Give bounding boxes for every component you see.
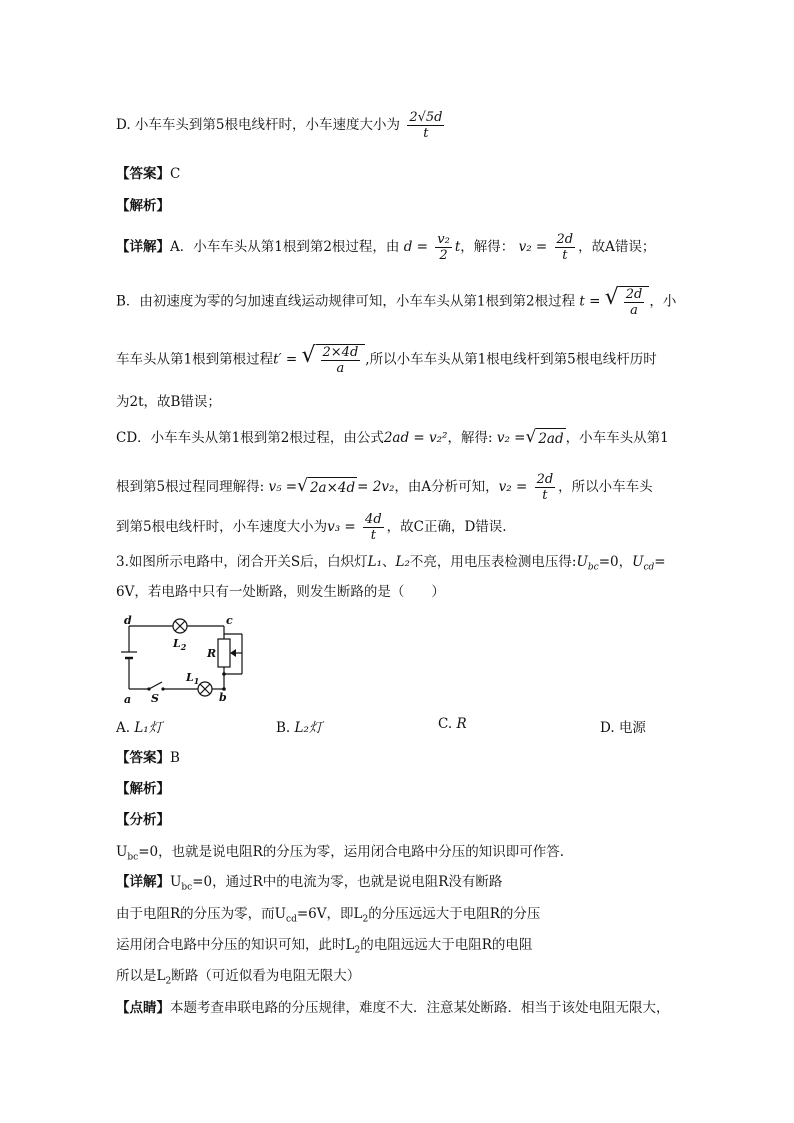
answer-2 [116,748,180,768]
detail-b-frac2-den: a [336,361,345,376]
detail-cd-text2b: ，由A分析可知， [394,479,499,495]
detail-3-line2 [116,904,540,930]
d3-l2-c: 的分压远远大于电阻R的分压 [368,906,541,922]
detail-cd-eq2c: v₂ = [498,479,528,495]
detail-a-frac-num: v₂ [437,232,450,247]
speed-fraction [407,110,444,141]
dianjing-line [116,998,670,1018]
q3-ucd: U [632,554,644,570]
detail-a-text1: A．小车车头从第1根到第2根过程，由 [170,239,400,255]
q3-text1c: =0， [598,554,633,570]
option-b-text: L₂灯 [294,720,323,736]
d3-l3-a: 运用闭合电路中分压的知识可知，此时L [116,937,355,953]
detail-b-eq1: t = [579,293,601,310]
detail-b-line1 [116,286,676,318]
option-a-text: L₁灯 [134,720,163,736]
q3-ubc-sub: bc [587,562,599,573]
circuit-label-s: S [151,692,159,704]
detail-a-text2: ，解得： [460,239,515,255]
q3-l1: L₁ [367,554,383,570]
question-3-line2: 6V，若电路中只有一处断路，则发生断路的是（ ） [116,584,445,600]
speed-fraction-den: t [423,126,429,141]
detail-a-frac2 [555,232,576,263]
detail-b-tail1: ，小 [649,293,677,310]
d3-l4-a: 所以是L [116,968,166,984]
answer-2-value: B [170,750,180,766]
detail-cd-text3b: ，故C正确，D错误. [386,519,507,535]
detail-cd-text1b: ，解得: [447,430,493,446]
detail-b-frac1 [624,287,645,318]
detail-3-body: =0，通过R中的电流为零，也就是说电阻R没有断路 [192,874,503,890]
fenxi-body: =0，也就是说电阻R的分压为零，运用闭合电路中分压的知识即可作答. [138,844,565,860]
fenxi-text [116,842,564,868]
detail-a-frac2-num: 2d [556,232,574,247]
circuit-label-r: R [207,647,217,660]
slider-arrow-icon [230,649,236,657]
detail-cd-eq2a: v₅ = [268,479,298,495]
d3-l4-sub: 2 [165,976,172,987]
d3-l4-b: 断路（可近似看为电阻无限大） [171,968,361,984]
detail-a-eq: d = [403,239,428,255]
detail-a-frac2-den: t [562,248,568,263]
detail-b-text2a: 车车头从第1根到第根过程 [116,351,274,368]
detail-3-u: U [170,874,182,890]
detail-cd-text3a: 到第5根电线杆时，小车速度大小为 [116,519,328,535]
detail-3-line3 [116,935,532,961]
option-d-text: 电源 [618,720,646,736]
detail-cd-eq1: 2ad = v₂² [383,430,448,446]
option-c-letter: C. [438,716,453,732]
q3-text1a: 3.如图所示电路中，闭合开关S后，白炽灯 [116,554,368,570]
detail-3-line1 [116,872,502,898]
detail-cd-line2 [116,472,653,503]
speed-fraction-num: 2√5d [409,110,443,125]
circuit-label-l1: $L_1$ [186,671,200,686]
detail-cd-eq1b: v₂ = [496,430,526,446]
option-c-text: R [456,716,467,732]
detail-b-line2 [116,344,657,376]
detail-b-sqrt2: √ $\frac{2\times 4d}{a}$ [301,344,365,376]
detail-cd-sqrt2-body: 2a×4d [308,477,357,498]
detail-3-line4 [116,966,360,992]
detail-a-eq-tail: t [454,239,461,255]
detail-a-frac [435,232,452,263]
d3-l2-sub: cd [286,914,297,925]
option-b [276,716,322,736]
q3-l2: L₂ [395,554,410,570]
circuit-diagram [116,614,256,704]
detail-label: 【详解】 [116,239,170,255]
circuit-label-b: b [219,691,227,704]
dianjing-text: 本题考查串联电路的分压规律，难度不大．注意某处断路．相当于该处电阻无限大， [170,1000,670,1016]
detail-b-frac1-den: a [630,303,638,318]
d3-l2-sub2: 2 [362,914,369,925]
analysis-heading-2: 【解析】 [116,781,170,797]
answer-label: 【答案】 [116,166,170,182]
option-d-text: D. 小车车头到第5根电线杆时，小车速度大小为 [116,117,401,133]
detail-cd-frac3-den: t [370,528,376,543]
detail-cd-frac2-den: t [542,488,548,503]
question-3-line1 [116,552,666,578]
detail-cd-frac3-num: 4d [365,512,382,527]
dianjing-label: 【点睛】 [116,1000,170,1016]
detail-a-line [116,232,655,263]
detail-cd-line3 [116,512,507,543]
option-d-line [116,110,447,141]
q3-text1b: 不亮，用电压表检测电压得: [409,554,577,570]
q3-text1d: = [654,554,666,570]
detail-cd-text1c: ，小车车头从第1 [565,430,669,446]
detail-b-eq2: t′ = [273,351,298,368]
detail-b-frac2 [321,345,361,376]
fenxi-u-sub: bc [127,852,139,863]
answer-2-label: 【答案】 [116,750,170,766]
d3-l2-b: =6V，即L [296,906,363,922]
detail-3-label: 【详解】 [116,874,170,890]
analysis-heading-1: 【解析】 [116,198,170,214]
detail-cd-eq3: v₃ = [327,519,356,535]
detail-cd-sqrt1: √ 2ad [525,427,564,447]
detail-b-text1: B．由初速度为零的匀加速直线运动规律可知，小车车头从第1根到第2根过程 [116,293,576,310]
circuit-label-c: c [226,614,233,627]
fenxi-u: U [116,844,128,860]
detail-cd-sqrt1-body: 2ad [536,428,565,449]
detail-3-u-sub: bc [181,882,193,893]
circuit-label-d: d [124,614,132,627]
option-a [116,716,162,736]
detail-cd-text2a: 根到第5根过程同理解得: [116,479,265,495]
detail-b-text2b: ,所以小车车头从第1根电线杆到第5根电线杆历时 [365,351,657,368]
detail-a-text3: ，故A错误； [578,239,656,255]
detail-cd-text1a: CD．小车车头从第1根到第2根过程，由公式 [116,430,384,446]
detail-cd-sqrt2: √ 2a×4d [297,476,356,496]
circuit-label-l2: $L_2$ [173,637,187,652]
q3-ucd-sub: cd [643,562,655,573]
q3-ubc: U [576,554,588,570]
option-d-letter: D. [600,720,615,736]
option-d [600,716,646,736]
detail-cd-line1 [116,428,669,449]
detail-b-line3: 为2t，故B错误； [116,394,221,410]
detail-b-sqrt1: √ $\frac{2d}{a}$ [605,286,650,318]
detail-a-eq2: v₂ = [518,239,548,255]
d3-l3-sub: 2 [354,945,361,956]
q3-sep: 、 [382,554,396,570]
detail-b-frac1-num: 2d [625,287,643,302]
option-b-letter: B. [276,720,291,736]
detail-cd-text2c: ，所以小车车头 [558,479,653,495]
switch-s-icon [149,682,162,689]
detail-cd-eq2b: = 2v₂ [357,479,395,495]
resistor-icon [218,639,230,667]
detail-cd-frac3 [363,512,384,543]
detail-cd-frac2 [535,472,556,503]
detail-b-frac2-num: 2×4d [322,345,359,360]
answer-1 [116,164,180,184]
d3-l3-b: 的电阻远远大于电阻R的电阻 [360,937,533,953]
option-c [438,716,467,732]
option-a-letter: A. [116,720,131,736]
detail-a-frac-den: 2 [439,248,448,263]
fenxi-heading: 【分析】 [116,812,170,828]
d3-l2-a: 由于电阻R的分压为零，而U [116,906,287,922]
circuit-label-a: a [124,693,132,704]
detail-cd-frac2-num: 2d [536,472,554,487]
answer-value: C [170,166,181,182]
